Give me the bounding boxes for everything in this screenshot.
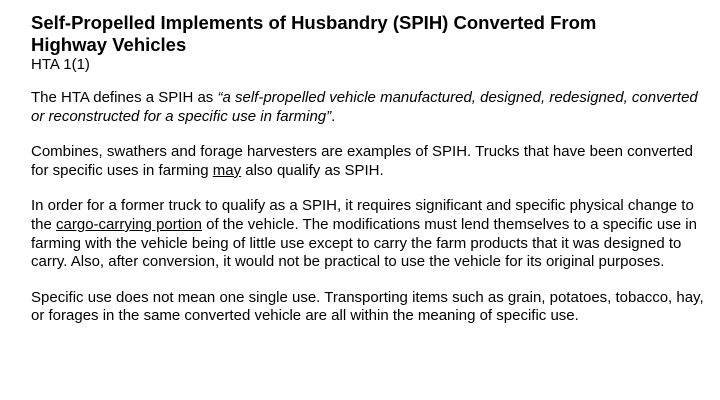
paragraph-qualification-prefix: In order for a former truck to qualify as a SPIH, it requires significant and specific physical change to the [31, 197, 694, 233]
paragraph-examples [31, 143, 704, 180]
emphasis-may: may [212, 161, 242, 179]
paragraph-examples-suffix: also qualify as SPIH. [241, 161, 384, 179]
document-title [31, 12, 704, 56]
paragraph-definition-suffix: . [331, 107, 336, 125]
paragraph-examples-prefix: Combines, swathers and forage harvesters are examples of SPIH. Trucks that have been converted for specific uses in farming [31, 143, 694, 179]
paragraph-qualification [31, 197, 704, 271]
paragraph-definition [31, 89, 704, 126]
definition-quote: “a self-propelled vehicle manufactured, designed, redesigned, converted or reconstructed for a specific use in farming” [31, 89, 698, 125]
document-title-line2: Highway Vehicles [31, 34, 187, 55]
paragraph-qualification-suffix: of the vehicle. The modifications must lend themselves to a specific use in farming with the vehicle being of little use except to carry the farm products that it was designed to carry. Also, after conversion, it would not be practical to use the vehicle for its original purposes. [31, 215, 697, 271]
paragraph-specific-use: Specific use does not mean one single use. Transporting items such as grain, potatoes, tobacco, hay, or forages in the same converted vehicle are all within the meaning of specific use. [31, 288, 704, 325]
paragraph-definition-prefix: The HTA defines a SPIH as [31, 89, 218, 106]
statute-reference: HTA 1(1) [31, 56, 90, 73]
document-title-line1: Self-Propelled Implements of Husbandry (SPIH) Converted From [31, 12, 597, 33]
emphasis-cargo-carrying-portion: cargo-carrying portion [56, 215, 202, 233]
